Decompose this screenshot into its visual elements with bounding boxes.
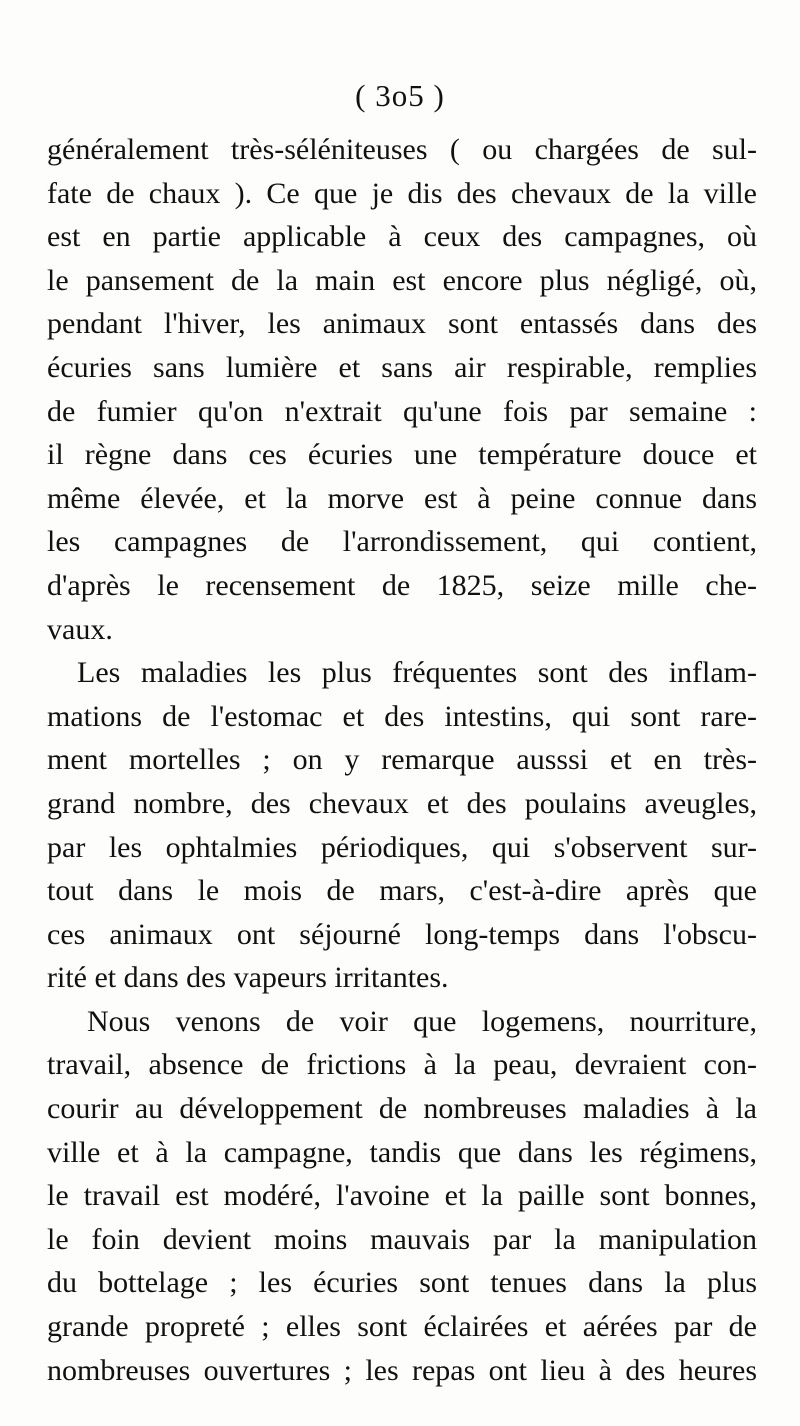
text-line: le foin devient moins mauvais par la manipulation (47, 1222, 757, 1256)
text-line: grande propreté ; elles sont éclairées et aérées par de (47, 1310, 757, 1344)
text-line: est en partie applicable à ceux des campagnes, où (47, 220, 757, 254)
body-text (47, 128, 757, 1392)
text-line: le pansement de la main est encore plus négligé, où, (47, 263, 757, 297)
text-line: d'après le recensement de 1825, seize mille che- (47, 568, 757, 602)
text-line: Nous venons de voir que logemens, nourriture, (87, 1004, 757, 1038)
text-line: Les maladies les plus fréquentes sont des inflam- (77, 656, 757, 690)
text-line: tout dans le mois de mars, c'est-à-dire après que (47, 874, 757, 908)
text-line: il règne dans ces écuries une température douce et (47, 438, 757, 472)
paragraph-3 (47, 1000, 757, 1392)
text-line: nombreuses ouvertures ; les repas ont lieu à des heures (47, 1353, 757, 1387)
text-line: même élevée, et la morve est à peine connue dans (47, 481, 757, 515)
text-line: pendant l'hiver, les animaux sont entassés dans des (47, 307, 757, 341)
text-line: ment mortelles ; on y remarque ausssi et en très- (47, 743, 757, 777)
text-line: courir au développement de nombreuses maladies à la (47, 1092, 757, 1126)
paragraph-2 (47, 651, 757, 1000)
text-line: généralement très-séléniteuses ( ou chargées de sul- (47, 133, 757, 166)
text-line: vaux. (47, 612, 113, 646)
text-line: du bottelage ; les écuries sont tenues dans la plus (47, 1266, 757, 1300)
text-line: par les ophtalmies périodiques, qui s'observent sur- (47, 830, 757, 864)
text-line: rité et dans des vapeurs irritantes. (47, 961, 449, 995)
text-line: ces animaux ont séjourné long-temps dans l'obscu- (47, 917, 757, 951)
text-line: le travail est modéré, l'avoine et la paille sont bonnes, (47, 1179, 757, 1213)
text-line: de fumier qu'on n'extrait qu'une fois par semaine : (47, 394, 757, 428)
page-number: ( 3o5 ) (355, 78, 445, 113)
text-line: ville et à la campagne, tandis que dans les régimens, (47, 1135, 757, 1169)
text-line: travail, absence de frictions à la peau, devraient con- (47, 1048, 757, 1082)
text-line: fate de chaux ). Ce que je dis des chevaux de la ville (47, 176, 757, 210)
text-line: les campagnes de l'arrondissement, qui contient, (47, 525, 757, 559)
text-line: grand nombre, des chevaux et des poulains aveugles, (47, 786, 757, 820)
paragraph-1 (47, 128, 757, 651)
text-line: écuries sans lumière et sans air respirable, remplies (47, 350, 757, 384)
text-line: mations de l'estomac et des intestins, qui sont rare- (47, 699, 757, 733)
